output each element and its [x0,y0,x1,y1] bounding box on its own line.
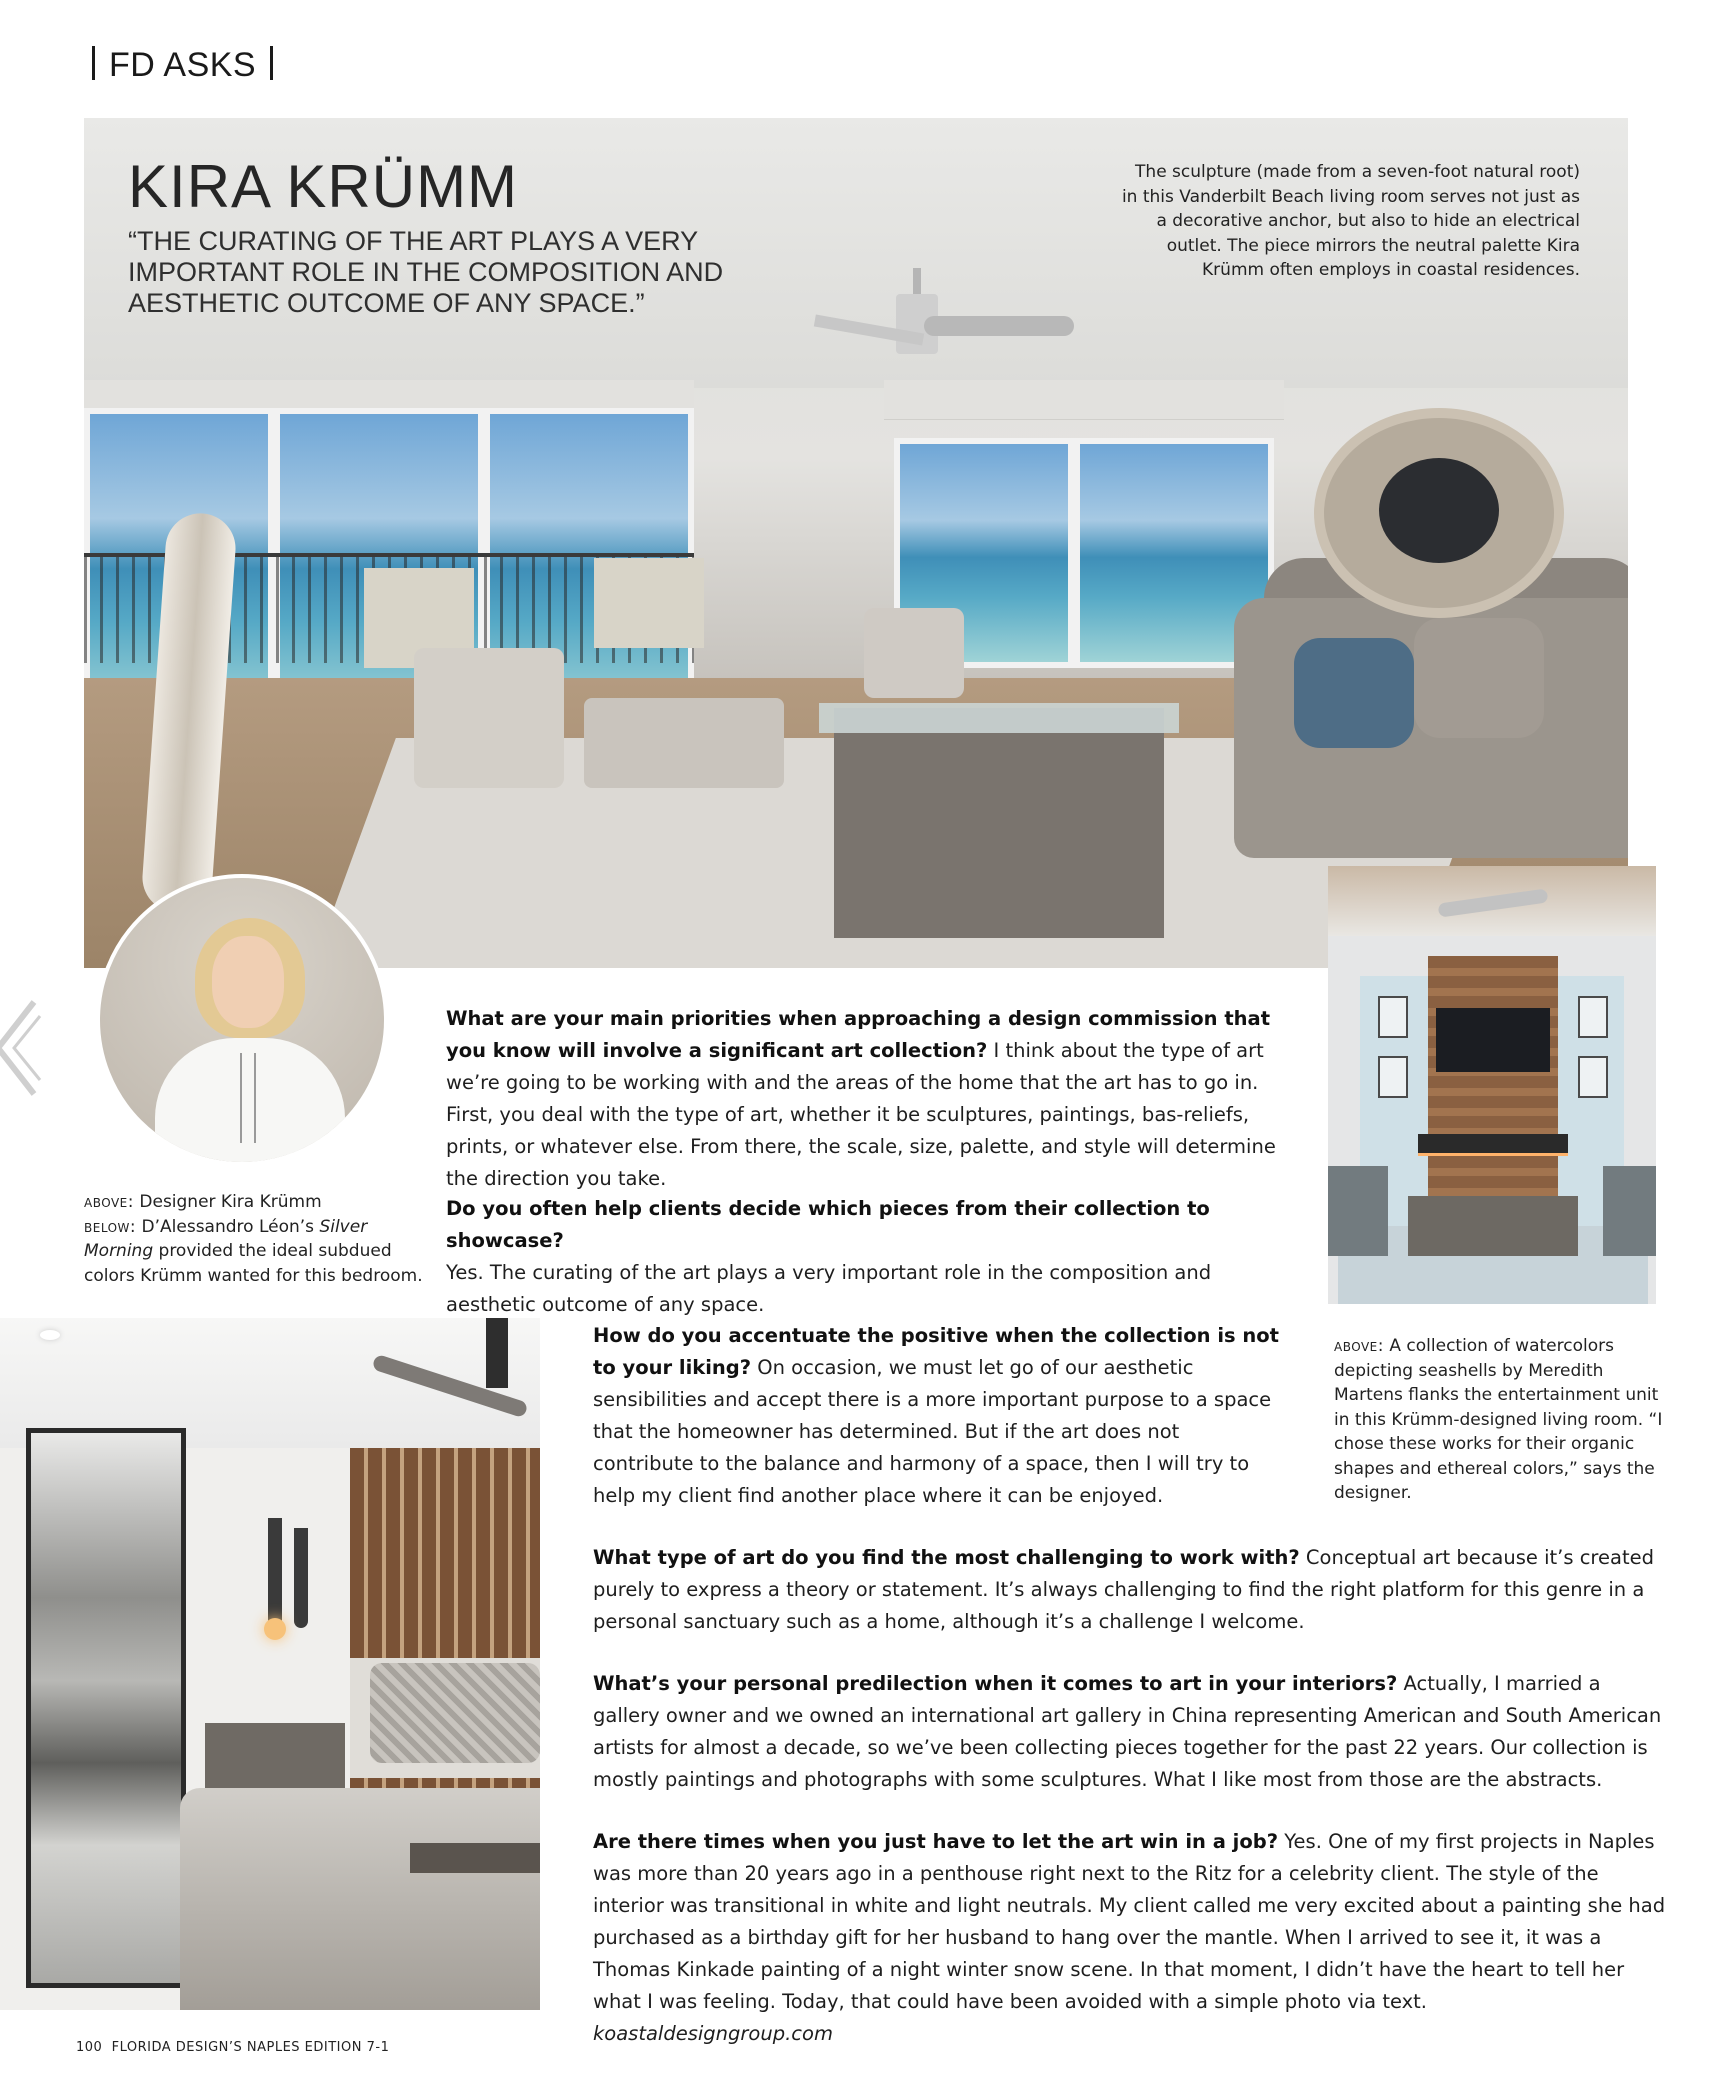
left-caption [84,1190,424,1288]
artwork-title: Silver Morning [84,1216,368,1261]
publication-name: FLORIDA DESIGN’S NAPLES EDITION 7-1 [111,2040,390,2055]
qa-block [593,1668,1673,1796]
caption-label-above: above: [1334,1336,1384,1356]
answer: Actually, I married a gallery owner and we owned an international art gallery in China representing American and South American artists for almost a decade, so we’ve been collecting pieces together for the past 22 years. Our collection is mostly paintings and photographs with some sculptures. What I like most from those are the abstracts. [593,1672,1662,1791]
page-footer [76,2040,389,2055]
caption-label-below: below: [84,1216,137,1237]
qa-block [593,1542,1673,1638]
caption-text: A collection of watercolors depicting seashells by Meredith Martens flanks the entertainment unit in this Krümm-designed living room. “I chose these works for their organic shapes and ethereal colors,” says the designer. [1334,1336,1663,1503]
caption-label-above: above: [84,1192,134,1212]
living-room-photo [1328,866,1656,1304]
bedroom-photo [0,1318,540,2010]
website-link[interactable]: koastaldesigngroup.com [593,2022,833,2045]
answer: Yes. The curating of the art plays a very important role in the composition and aesthetic outcome of any space. [446,1261,1212,1316]
article-title: KIRA KRÜMM [128,153,519,220]
chevron-left-icon[interactable] [0,998,42,1098]
question: Are there times when you just have to let the art win in a job? [593,1830,1279,1853]
qa-block [593,1826,1673,2050]
caption-text: provided the ideal subdued colors Krümm wanted for this bedroom. [84,1241,423,1286]
pull-quote: “THE CURATING OF THE ART PLAYS A VERY IMPORTANT ROLE IN THE COMPOSITION AND AESTHETIC OUTCOME OF ANY SPACE.” [128,226,724,318]
qa-block [446,1193,1306,1321]
answer: Conceptual art because it’s created purely to express a theory or statement. It’s always challenging to find the right platform for this genre in a personal sanctuary such as a home, although it’s a challenge I welcome. [593,1546,1654,1633]
page-number: 100 [76,2040,103,2055]
divider [92,46,95,80]
caption-text: D’Alessandro Léon’s [136,1216,320,1237]
section-label: FD ASKS [109,46,257,84]
qa-block [593,1320,1283,1512]
question: What are your main priorities when approaching a design commission that you know will involve a significant art collection? [446,1007,1271,1062]
divider [270,46,273,80]
qa-block [446,1003,1306,1195]
question: What type of art do you find the most challenging to work with? [593,1546,1300,1569]
answer: I think about the type of art we’re going to be working with and the areas of the home that the art has to go in. First, you deal with the type of art, whether it be sculptures, paintings, bas-reliefs, prints, or whatever else. From there, the scale, size, palette, and style will determine the direction you take. [446,1039,1276,1190]
designer-portrait [96,874,388,1166]
answer: Yes. One of my first projects in Naples was more than 20 years ago in a penthouse right next to the Ritz for a celebrity client. The style of the interior was transitional in white and light neutrals. My client called me very excited about a painting she had purchased as a birthday gift for her husband to hang over the mantle. When I arrived to see it, it was a Thomas Kinkade painting of a night winter snow scene. In that moment, I didn’t have the heart to tell her what I was feeling. Today, that could have been avoided with a simple photo via text. [593,1830,1666,2013]
caption-text: Designer Kira Krümm [133,1192,322,1212]
question: What’s your personal predilection when it comes to art in your interiors? [593,1672,1398,1695]
right-caption [1334,1334,1664,1506]
hero-caption: The sculpture (made from a seven-foot natural root) in this Vanderbilt Beach living room serves not just as a decorative anchor, but also to hide an electrical outlet. The piece mirrors the neutral palette Kira Krümm often employs in coastal residences. [1121,162,1580,280]
answer: On occasion, we must let go of our aesthetic sensibilities and accept there is a more important purpose to a space that the homeowner has determined. But if the art does not contribute to the balance and harmony of a space, then I will try to help my client find another place where it can be enjoyed. [593,1356,1272,1507]
section-tag [78,46,287,85]
question: Do you often help clients decide which pieces from their collection to showcase? [446,1197,1210,1252]
question: How do you accentuate the positive when the collection is not to your liking? [593,1324,1279,1379]
